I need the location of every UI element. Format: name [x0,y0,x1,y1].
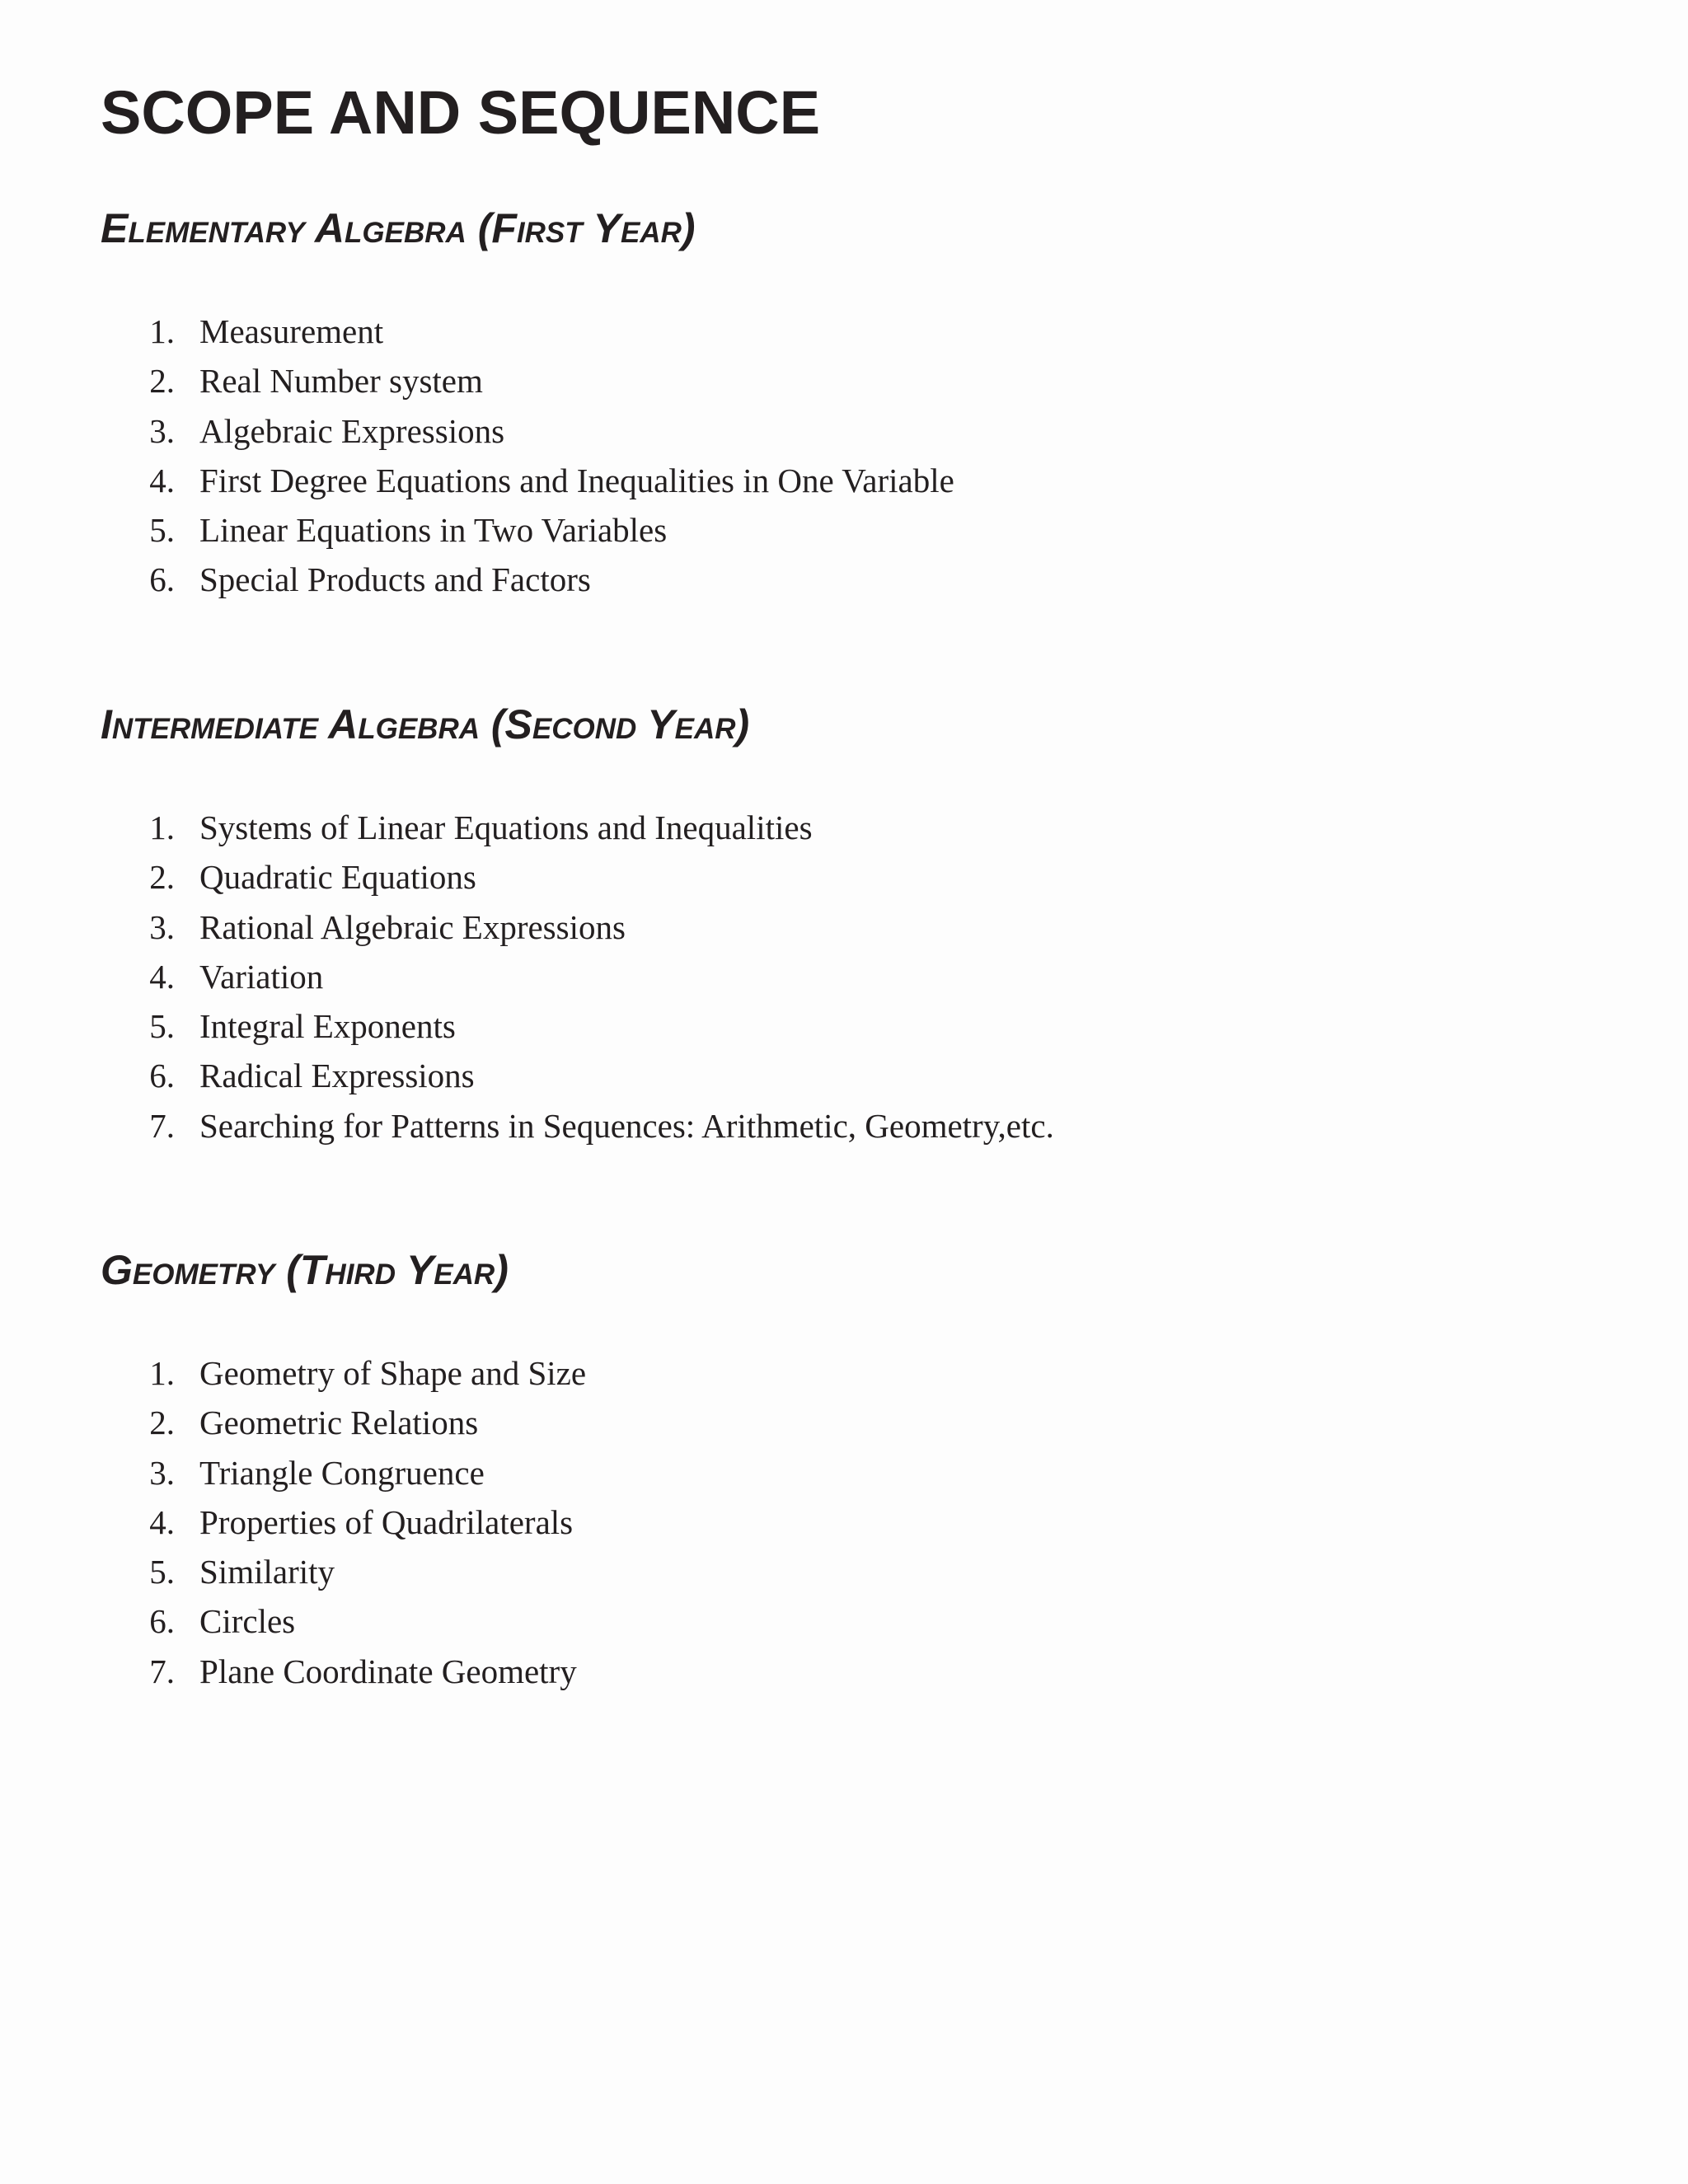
item-label: Real Number system [199,362,483,401]
section-heading: Intermediate Algebra (Second Year) [101,701,750,748]
item-number: 1. [149,312,175,350]
item-label: Linear Equations in Two Variables [199,511,668,550]
item-number: 4. [149,461,175,499]
item-number: 2. [149,858,175,897]
item-number: 1. [149,1354,175,1392]
item-number: 6. [149,560,175,599]
item-label: First Degree Equations and Inequalities in One Variable [199,461,954,499]
item-label: Plane Coordinate Geometry [199,1652,577,1690]
item-number: 3. [149,1453,175,1492]
item-number: 6. [149,1602,175,1641]
section-heading: Geometry (Third Year) [101,1247,509,1293]
item-number: 1. [149,808,175,846]
item-label: Circles [199,1602,296,1641]
item-number: 4. [149,1502,175,1541]
item-number: 5. [149,1553,175,1591]
item-label: Radical Expressions [199,1057,475,1095]
item-number: 3. [149,907,175,946]
item-number: 4. [149,957,175,996]
page-title: SCOPE AND SEQUENCE [101,78,821,147]
item-label: Quadratic Equations [199,858,476,897]
item-label: Properties of Quadrilaterals [199,1502,574,1541]
item-number: 5. [149,1007,175,1046]
item-number: 7. [149,1106,175,1145]
item-number: 2. [149,362,175,401]
item-label: Triangle Congruence [199,1453,485,1492]
item-label: Algebraic Expressions [199,411,505,450]
item-label: Rational Algebraic Expressions [199,907,626,946]
item-label: Integral Exponents [199,1007,456,1046]
item-label: Geometry of Shape and Size [199,1354,587,1392]
item-label: Variation [199,957,324,996]
section-geometry [101,1247,587,1690]
section-elementary-algebra [101,205,954,599]
item-label: Geometric Relations [199,1404,479,1442]
item-number: 5. [149,511,175,550]
item-label: Searching for Patterns in Sequences: Arithmetic, Geometry,etc. [199,1106,1054,1145]
section-heading: Elementary Algebra (First Year) [101,205,696,251]
item-label: Systems of Linear Equations and Inequalities [199,808,813,846]
item-label: Measurement [199,312,384,350]
item-label: Similarity [199,1553,335,1591]
item-number: 2. [149,1404,175,1442]
section-intermediate-algebra [101,701,1054,1145]
item-number: 7. [149,1652,175,1690]
item-number: 3. [149,411,175,450]
item-number: 6. [149,1057,175,1095]
item-label: Special Products and Factors [199,560,591,599]
